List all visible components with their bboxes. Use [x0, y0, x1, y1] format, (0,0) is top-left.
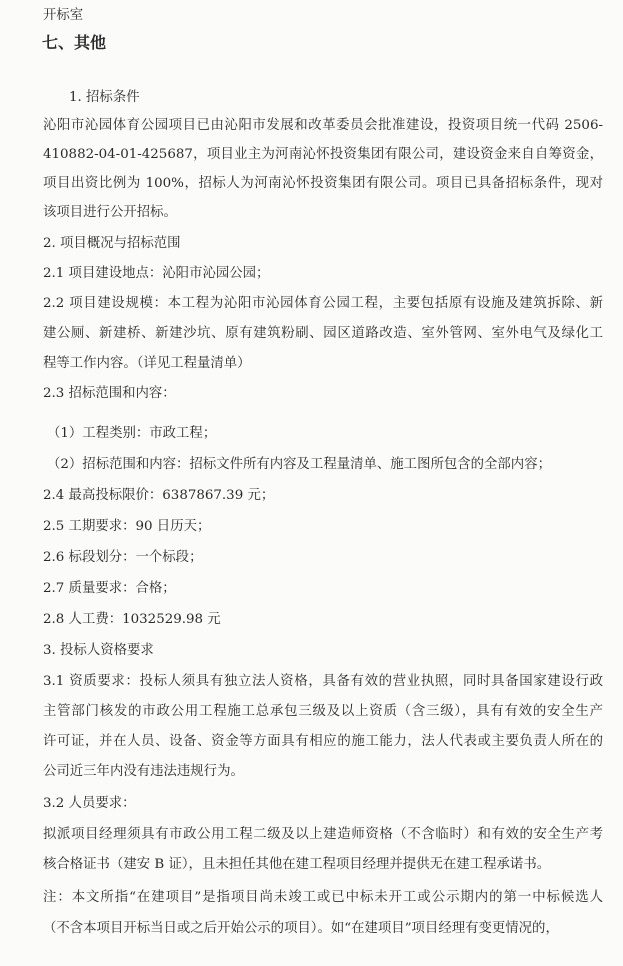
paragraph-line: 建公厕、新建桥、新建沙坑、原有建筑粉刷、园区道路改造、室外管网、室外电气及绿化工 — [43, 326, 603, 341]
tender-scope: （2）招标范围和内容：招标文件所有内容及工程量清单、施工图所包含的全部内容； — [47, 457, 551, 472]
section-title: 七、其他 — [42, 33, 107, 52]
note-line: （不含本项目开标当日或之后开始公示的项目）。如“在建项目”项目经理有变更情况的， — [43, 921, 559, 936]
heading-tender-conditions: 1. 招标条件 — [69, 90, 140, 105]
staff-title: 3.2 人员要求： — [43, 796, 136, 811]
labor-cost: 2.8 人工费：1032529.98 元 — [43, 612, 221, 627]
paragraph-line: 2.2 项目建设规模：本工程为沁阳市沁园体育公园工程，主要包括原有设施及建筑拆除、新 — [43, 296, 603, 311]
paragraph-line: 主管部门核发的市政公用工程施工总承包三级及以上资质（含三级），具有有效的安全生产 — [43, 704, 603, 719]
paragraph-line: 拟派项目经理须具有市政公用工程二级及以上建造师资格（不含临时）和有效的安全生产考 — [43, 827, 603, 842]
scope-title: 2.3 招标范围和内容： — [43, 386, 176, 401]
header-fragment: 开标室 — [43, 8, 84, 23]
note-line: 注：本文所指“在建项目”是指项目尚未竣工或已中标未开工或公示期内的第一中标候选人 — [43, 890, 603, 905]
quality-requirement: 2.7 质量要求：合格； — [43, 581, 176, 596]
heading-project-overview: 2. 项目概况与招标范围 — [43, 236, 181, 251]
paragraph-line: 程等工作内容。（详见工程量清单） — [43, 356, 251, 371]
max-bid-price: 2.4 最高投标限价：6387867.39 元； — [43, 488, 275, 503]
paragraph-line: 3.1 资质要求：投标人须具有独立法人资格，具备有效的营业执照，同时具备国家建设行政 — [43, 674, 603, 689]
paragraph-line: 410882-04-01-425687，项目业主为河南沁怀投资集团有限公司，建设资金来自自筹资金， — [43, 147, 603, 162]
paragraph-line: 许可证，并在人员、设备、资金等方面具有相应的施工能力，法人代表或主要负责人所在的 — [43, 734, 603, 749]
construction-period: 2.5 工期要求：90 日历天； — [43, 519, 211, 534]
paragraph-line: 该项目进行公开招标。 — [43, 205, 177, 220]
paragraph-line: 公司近三年内没有违法违规行为。 — [43, 764, 244, 779]
project-location: 2.1 项目建设地点：沁阳市沁园公园； — [43, 266, 270, 281]
heading-bidder-qualifications: 3. 投标人资格要求 — [43, 643, 154, 658]
lot-division: 2.6 标段划分：一个标段； — [43, 550, 203, 565]
paragraph-line: 沁阳市沁园体育公园项目已由沁阳市发展和改革委员会批准建设，投资项目统一代码 2506- — [43, 118, 603, 133]
paragraph-line: 项目出资比例为 100%，招标人为河南沁怀投资集团有限公司。项目已具备招标条件，现对 — [43, 176, 603, 191]
engineering-type: （1）工程类别：市政工程； — [47, 426, 217, 441]
paragraph-line: 核合格证书（建安 B 证），且未担任其他在建工程项目经理并提供无在建工程承诺书。 — [43, 857, 551, 872]
